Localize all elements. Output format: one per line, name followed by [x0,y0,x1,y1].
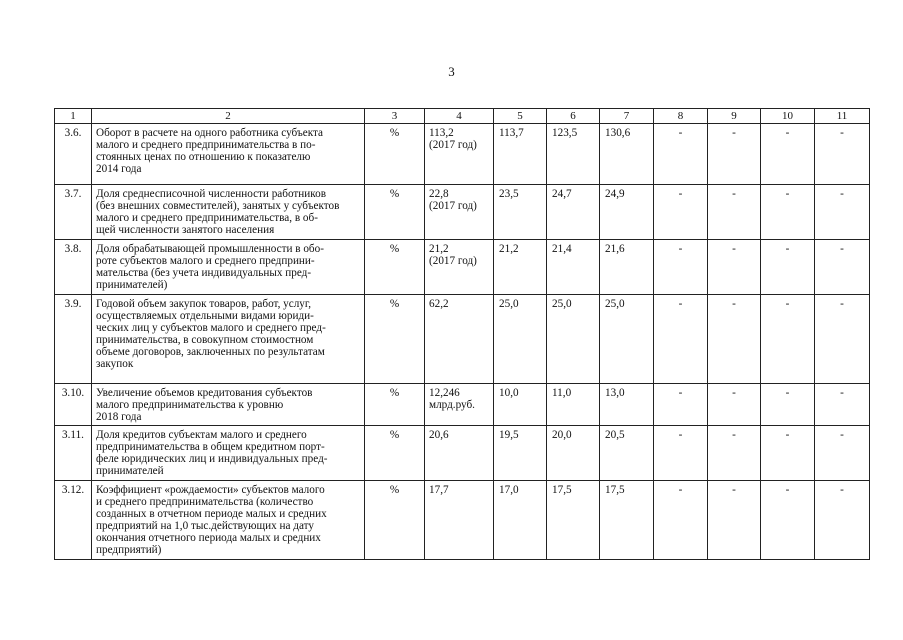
row-value-5: 25,0 [494,295,547,384]
row-value-8: - [654,426,708,481]
table-row [55,481,870,560]
indicators-table [54,108,870,560]
row-value-9: - [708,124,761,185]
row-value-9: - [708,295,761,384]
row-description: Доля обрабатывающей промышленности в обо- роте субъектов малого и среднего предприни- мательства (без учета индивидуальных пред- принимателей) [92,240,365,295]
row-base-value: 22,8 (2017 год) [425,185,494,240]
row-index: 3.6. [55,124,92,185]
row-index: 3.11. [55,426,92,481]
row-value-6: 24,7 [547,185,600,240]
row-value-5: 10,0 [494,384,547,426]
row-value-8: - [654,295,708,384]
row-value-8: - [654,185,708,240]
row-value-6: 20,0 [547,426,600,481]
row-base-value: 113,2 (2017 год) [425,124,494,185]
row-value-9: - [708,481,761,560]
row-index: 3.7. [55,185,92,240]
table-row [55,240,870,295]
header-cell: 7 [600,109,654,124]
row-value-5: 21,2 [494,240,547,295]
header-cell: 1 [55,109,92,124]
row-value-10: - [761,185,815,240]
row-unit: % [365,481,425,560]
row-value-9: - [708,185,761,240]
row-value-7: 24,9 [600,185,654,240]
row-value-7: 21,6 [600,240,654,295]
header-cell: 4 [425,109,494,124]
row-value-11: - [815,384,870,426]
header-cell: 5 [494,109,547,124]
row-value-7: 130,6 [600,124,654,185]
row-value-10: - [761,384,815,426]
table-row [55,124,870,185]
row-value-9: - [708,426,761,481]
row-unit: % [365,240,425,295]
row-value-11: - [815,185,870,240]
row-unit: % [365,426,425,481]
row-value-9: - [708,384,761,426]
row-value-11: - [815,240,870,295]
table-row [55,384,870,426]
row-base-value: 17,7 [425,481,494,560]
row-description: Оборот в расчете на одного работника субъекта малого и среднего предпринимательства в по- стоянных ценах по отношению к показателю 2014 года [92,124,365,185]
row-description: Коэффициент «рождаемости» субъектов малого и среднего предпринимательства (количество созданных в отчетном периоде малых и средних предприятий на 1,0 тыс.действующих на дату окончания отчетного периода малых и средних предприятий) [92,481,365,560]
row-base-value: 62,2 [425,295,494,384]
row-value-6: 123,5 [547,124,600,185]
row-value-11: - [815,295,870,384]
row-value-5: 23,5 [494,185,547,240]
row-value-6: 25,0 [547,295,600,384]
row-value-10: - [761,124,815,185]
header-row [55,109,870,124]
row-description: Годовой объем закупок товаров, работ, услуг, осуществляемых отдельными видами юриди- ческих лиц у субъектов малого и среднего пред- принимательства, в совокупном стоимостном объеме договоров, заключенных по результатам закупок [92,295,365,384]
row-base-value: 12,246 млрд.руб. [425,384,494,426]
row-value-5: 19,5 [494,426,547,481]
row-base-value: 21,2 (2017 год) [425,240,494,295]
row-unit: % [365,124,425,185]
row-value-10: - [761,481,815,560]
row-value-11: - [815,426,870,481]
row-value-6: 11,0 [547,384,600,426]
row-value-10: - [761,426,815,481]
page-number: 3 [448,64,455,79]
row-index: 3.12. [55,481,92,560]
row-description: Увеличение объемов кредитования субъектов малого предпринимательства к уровню 2018 года [92,384,365,426]
row-index: 3.9. [55,295,92,384]
header-cell: 9 [708,109,761,124]
row-description: Доля среднесписочной численности работников (без внешних совместителей), занятых у субъектов малого и среднего предпринимательства, в об- щей численности занятого населения [92,185,365,240]
row-base-value: 20,6 [425,426,494,481]
row-value-7: 17,5 [600,481,654,560]
table-row [55,295,870,384]
row-unit: % [365,185,425,240]
row-value-7: 25,0 [600,295,654,384]
row-value-6: 21,4 [547,240,600,295]
table-row [55,426,870,481]
row-value-5: 113,7 [494,124,547,185]
row-unit: % [365,384,425,426]
row-index: 3.8. [55,240,92,295]
row-value-8: - [654,240,708,295]
row-description: Доля кредитов субъектам малого и среднего предпринимательства в общем кредитном порт- феле юридических лиц и индивидуальных пред- принимателей [92,426,365,481]
header-cell: 10 [761,109,815,124]
header-cell: 6 [547,109,600,124]
row-value-8: - [654,481,708,560]
row-value-8: - [654,124,708,185]
row-value-10: - [761,240,815,295]
row-value-6: 17,5 [547,481,600,560]
header-cell: 8 [654,109,708,124]
table-row [55,185,870,240]
row-value-7: 20,5 [600,426,654,481]
row-unit: % [365,295,425,384]
row-value-10: - [761,295,815,384]
row-value-8: - [654,384,708,426]
row-index: 3.10. [55,384,92,426]
header-cell: 11 [815,109,870,124]
row-value-7: 13,0 [600,384,654,426]
row-value-11: - [815,481,870,560]
header-cell: 3 [365,109,425,124]
row-value-5: 17,0 [494,481,547,560]
row-value-11: - [815,124,870,185]
header-cell: 2 [92,109,365,124]
row-value-9: - [708,240,761,295]
